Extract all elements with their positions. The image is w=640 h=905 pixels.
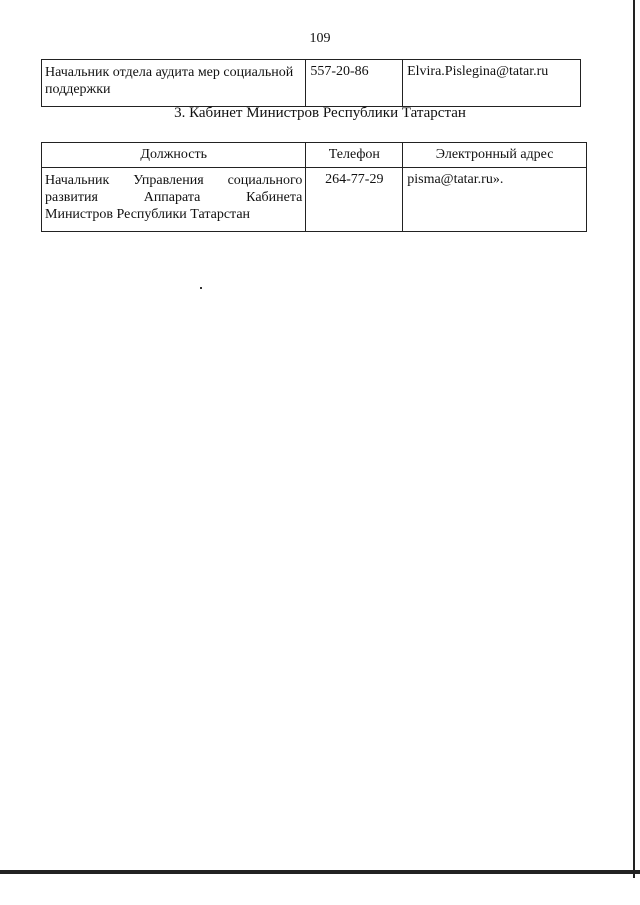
header-position: Должность <box>42 143 306 168</box>
header-phone: Телефон <box>306 143 403 168</box>
table-header-row <box>42 143 587 168</box>
position-line: Министров Республики Татарстан <box>45 207 251 222</box>
contacts-table-continued <box>41 59 581 107</box>
email-cell: pisma@tatar.ru». <box>403 168 587 232</box>
phone-cell: 557-20-86 <box>306 60 403 107</box>
position-line: развития Аппарата Кабинета <box>45 190 303 205</box>
section-title: 3. Кабинет Министров Республики Татарстан <box>174 105 466 121</box>
contacts-table-cabinet <box>41 142 587 232</box>
scan-edge-bottom <box>0 870 640 874</box>
scan-speck <box>200 287 202 289</box>
table-row <box>42 60 581 107</box>
page-number: 109 <box>309 31 331 46</box>
position-line: Начальник Управления социального <box>45 173 303 188</box>
position-cell <box>42 168 306 232</box>
position-cell: Начальник отдела аудита мер социальной поддержки <box>42 60 306 107</box>
table-row <box>42 168 587 232</box>
phone-cell: 264-77-29 <box>306 168 403 232</box>
scan-edge-right <box>633 0 635 878</box>
header-email: Электронный адрес <box>403 143 587 168</box>
email-cell: Elvira.Pislegina@tatar.ru <box>403 60 581 107</box>
